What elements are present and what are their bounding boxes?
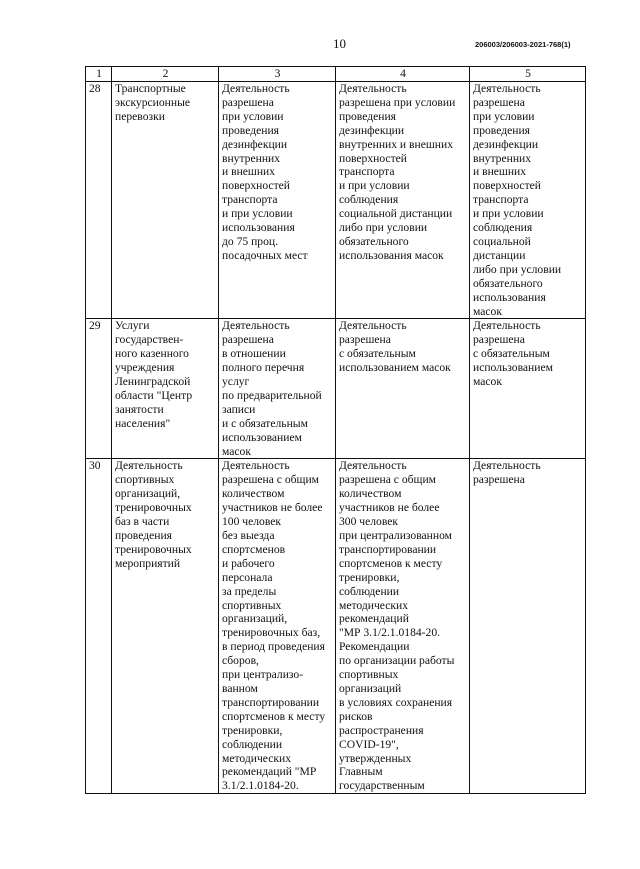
column-number: 2 <box>112 67 219 82</box>
cell-text-line: разрешена <box>222 333 274 347</box>
cell-text-line: спортсменов к месту <box>339 556 443 570</box>
cell-text-line: Деятельность <box>222 319 290 333</box>
cell-text-line: транспорта <box>339 165 395 179</box>
cell-text-line: участников не более <box>339 501 440 515</box>
cell-text-line: Деятельность <box>473 319 541 333</box>
cell-text-line: при централизованном <box>339 529 452 542</box>
cell-text-line: за пределы <box>222 584 277 598</box>
cell-text-line: тренировки, <box>339 570 400 584</box>
table-row <box>86 459 586 794</box>
document-code: 206003/206003-2021-768(1) <box>475 40 571 49</box>
cell-text-line: использованием <box>222 430 302 444</box>
cell-text-line: утвержденных <box>339 751 412 765</box>
cell-text-line: дезинфекции <box>222 137 288 151</box>
cell-text-line: внутренних <box>222 151 281 165</box>
cell-text-line: баз в части <box>115 515 170 529</box>
cell-text-line: дистанции <box>473 248 526 262</box>
cell-text-line: транспорта <box>222 193 278 207</box>
cell-text-line: Деятельность <box>473 82 541 95</box>
cell-text-line: социальной <box>473 234 531 248</box>
cell-text-line: в период проведения <box>222 640 325 654</box>
cell-text-line: ванном <box>222 681 258 695</box>
cell-text-line: экскурсионные <box>115 95 191 109</box>
cell-text-line: государственным <box>339 779 425 793</box>
activity-name-cell <box>112 319 219 459</box>
cell-text-line: Деятельность <box>222 459 290 473</box>
activity-name-cell <box>112 82 219 319</box>
cell-text-line: спортивных <box>222 598 282 612</box>
cell-text-line: участников не более <box>222 501 323 515</box>
cell-text-line: Транспортные <box>115 82 186 95</box>
cell-text-line: масок <box>222 444 251 458</box>
cell-text-line: тренировочных баз, <box>222 626 321 640</box>
cell-text-line: организаций, <box>115 487 181 501</box>
cell-text-line: дезинфекции <box>339 123 405 137</box>
cell-text-line: организаций, <box>222 612 288 626</box>
cell-text-line: 100 человек <box>222 515 282 529</box>
regulations-table <box>85 66 586 794</box>
regulation-cell-col5 <box>470 459 586 794</box>
cell-text-line: использованием <box>473 361 553 375</box>
cell-text-line: полного перечня <box>222 361 305 375</box>
cell-text-line: поверхностей <box>339 151 408 165</box>
regulation-cell-col3 <box>219 82 336 319</box>
cell-text-line: до 75 проц. <box>222 234 278 248</box>
cell-text-line: тренировочных <box>115 501 192 515</box>
cell-text-line: использования <box>473 290 546 304</box>
cell-text-line: при условии <box>222 109 284 123</box>
cell-text-line: разрешена с общим <box>222 473 319 487</box>
cell-text-line: записи <box>222 402 256 416</box>
column-number: 5 <box>470 67 586 82</box>
cell-text-line: внутренних и внешних <box>339 137 453 151</box>
page-number: 10 <box>333 36 346 51</box>
cell-text-line: Деятельность <box>339 319 407 333</box>
column-number: 4 <box>336 67 470 82</box>
cell-text-line: использования масок <box>339 248 444 262</box>
row-number: 29 <box>86 319 112 459</box>
cell-text-line: и внешних <box>222 165 276 179</box>
column-number: 1 <box>86 67 112 82</box>
regulation-cell-col3 <box>219 319 336 459</box>
cell-text-line: и с обязательным <box>222 416 308 430</box>
cell-text-line: Деятельность <box>115 459 183 473</box>
regulation-cell-col4 <box>336 82 470 319</box>
column-number-row <box>86 67 586 82</box>
regulation-cell-col4 <box>336 319 470 459</box>
cell-text-line: разрешена <box>473 95 525 109</box>
row-number: 28 <box>86 82 112 319</box>
cell-text-line: поверхностей <box>473 179 542 193</box>
cell-text-line: разрешена <box>473 473 525 487</box>
cell-text-line: и при условии <box>222 207 293 221</box>
cell-text-line: спортсменов <box>222 542 286 556</box>
cell-text-line: спортивных <box>339 668 399 682</box>
cell-text-line: методических <box>339 598 409 612</box>
cell-text-line: рисков <box>339 709 373 723</box>
cell-text-line: Деятельность <box>339 459 407 473</box>
cell-text-line: ного казенного <box>115 347 189 361</box>
cell-text-line: спортсменов к месту <box>222 709 326 723</box>
cell-text-line: перевозки <box>115 109 165 123</box>
regulation-cell-col5 <box>470 82 586 319</box>
cell-text-line: масок <box>473 304 502 318</box>
cell-text-line: транспортировании <box>222 695 320 709</box>
cell-text-line: рекомендаций <box>339 612 409 626</box>
cell-text-line: транспорта <box>473 193 529 207</box>
cell-text-line: и при условии <box>473 207 544 221</box>
cell-text-line: либо при условии <box>473 262 562 276</box>
cell-text-line: по предварительной <box>222 388 322 402</box>
cell-text-line: поверхностей <box>222 179 291 193</box>
cell-text-line: тренировочных <box>115 542 192 556</box>
cell-text-line: спортивных <box>115 473 175 487</box>
cell-text-line: услуг <box>222 375 250 389</box>
cell-text-line: использованием масок <box>339 361 451 375</box>
cell-text-line: Деятельность <box>222 82 290 95</box>
cell-text-line: 3.1/2.1.0184-20. <box>222 779 299 793</box>
cell-text-line: проведения <box>473 123 530 137</box>
cell-text-line: либо при условии <box>339 221 428 235</box>
cell-text-line: и при условии <box>339 179 410 193</box>
cell-text-line: посадочных мест <box>222 248 308 262</box>
cell-text-line: в условиях сохранения <box>339 695 453 709</box>
cell-text-line: разрешена при условии <box>339 95 456 109</box>
cell-text-line: проведения <box>222 123 279 137</box>
cell-text-line: обязательного <box>339 234 409 248</box>
cell-text-line: разрешена с общим <box>339 473 436 487</box>
cell-text-line: Услуги <box>115 319 150 333</box>
cell-text-line: государствен- <box>115 333 184 347</box>
row-number: 30 <box>86 459 112 794</box>
cell-text-line: Ленинградской <box>115 375 191 389</box>
cell-text-line: распространения <box>339 723 424 737</box>
cell-text-line: проведения <box>339 109 396 123</box>
cell-text-line: внутренних <box>473 151 532 165</box>
regulation-cell-col5 <box>470 319 586 459</box>
cell-text-line: при условии <box>473 109 535 123</box>
cell-text-line: тренировки, <box>222 723 283 737</box>
cell-text-line: обязательного <box>473 276 543 290</box>
table-row <box>86 82 586 319</box>
table-row <box>86 319 586 459</box>
cell-text-line: учреждения <box>115 361 175 375</box>
cell-text-line: разрешена <box>222 95 274 109</box>
cell-text-line: проведения <box>115 529 172 542</box>
cell-text-line: рекомендаций "МР <box>222 765 317 779</box>
cell-text-line: COVID-19", <box>339 737 399 751</box>
cell-text-line: без выезда <box>222 529 275 542</box>
cell-text-line: занятости <box>115 402 164 416</box>
cell-text-line: 300 человек <box>339 515 399 529</box>
cell-text-line: разрешена <box>473 333 525 347</box>
cell-text-line: и внешних <box>473 165 527 179</box>
cell-text-line: организаций <box>339 681 402 695</box>
cell-text-line: сборов, <box>222 654 259 668</box>
cell-text-line: в отношении <box>222 347 286 361</box>
cell-text-line: по организации работы <box>339 654 455 668</box>
cell-text-line: при централизо- <box>222 668 304 682</box>
cell-text-line: использования <box>222 221 295 235</box>
cell-text-line: Деятельность <box>473 459 541 473</box>
cell-text-line: соблюдения <box>339 193 399 207</box>
cell-text-line: Рекомендации <box>339 640 410 654</box>
cell-text-line: количеством <box>339 487 402 501</box>
cell-text-line: транспортировании <box>339 542 437 556</box>
cell-text-line: разрешена <box>339 333 391 347</box>
cell-text-line: "МР 3.1/2.1.0184-20. <box>339 626 441 640</box>
cell-text-line: социальной дистанции <box>339 207 453 221</box>
cell-text-line: области "Центр <box>115 388 193 402</box>
cell-text-line: масок <box>473 375 502 389</box>
cell-text-line: соблюдении <box>222 737 283 751</box>
cell-text-line: и рабочего <box>222 556 275 570</box>
activity-name-cell <box>112 459 219 794</box>
cell-text-line: с обязательным <box>339 347 416 361</box>
cell-text-line: количеством <box>222 487 285 501</box>
cell-text-line: Главным <box>339 765 383 779</box>
cell-text-line: дезинфекции <box>473 137 539 151</box>
cell-text-line: Деятельность <box>339 82 407 95</box>
column-number: 3 <box>219 67 336 82</box>
cell-text-line: персонала <box>222 570 273 584</box>
regulation-cell-col4 <box>336 459 470 794</box>
cell-text-line: с обязательным <box>473 347 550 361</box>
regulation-cell-col3 <box>219 459 336 794</box>
cell-text-line: методических <box>222 751 292 765</box>
cell-text-line: соблюдении <box>339 584 400 598</box>
cell-text-line: населения" <box>115 416 171 430</box>
cell-text-line: соблюдения <box>473 221 533 235</box>
cell-text-line: мероприятий <box>115 556 181 570</box>
